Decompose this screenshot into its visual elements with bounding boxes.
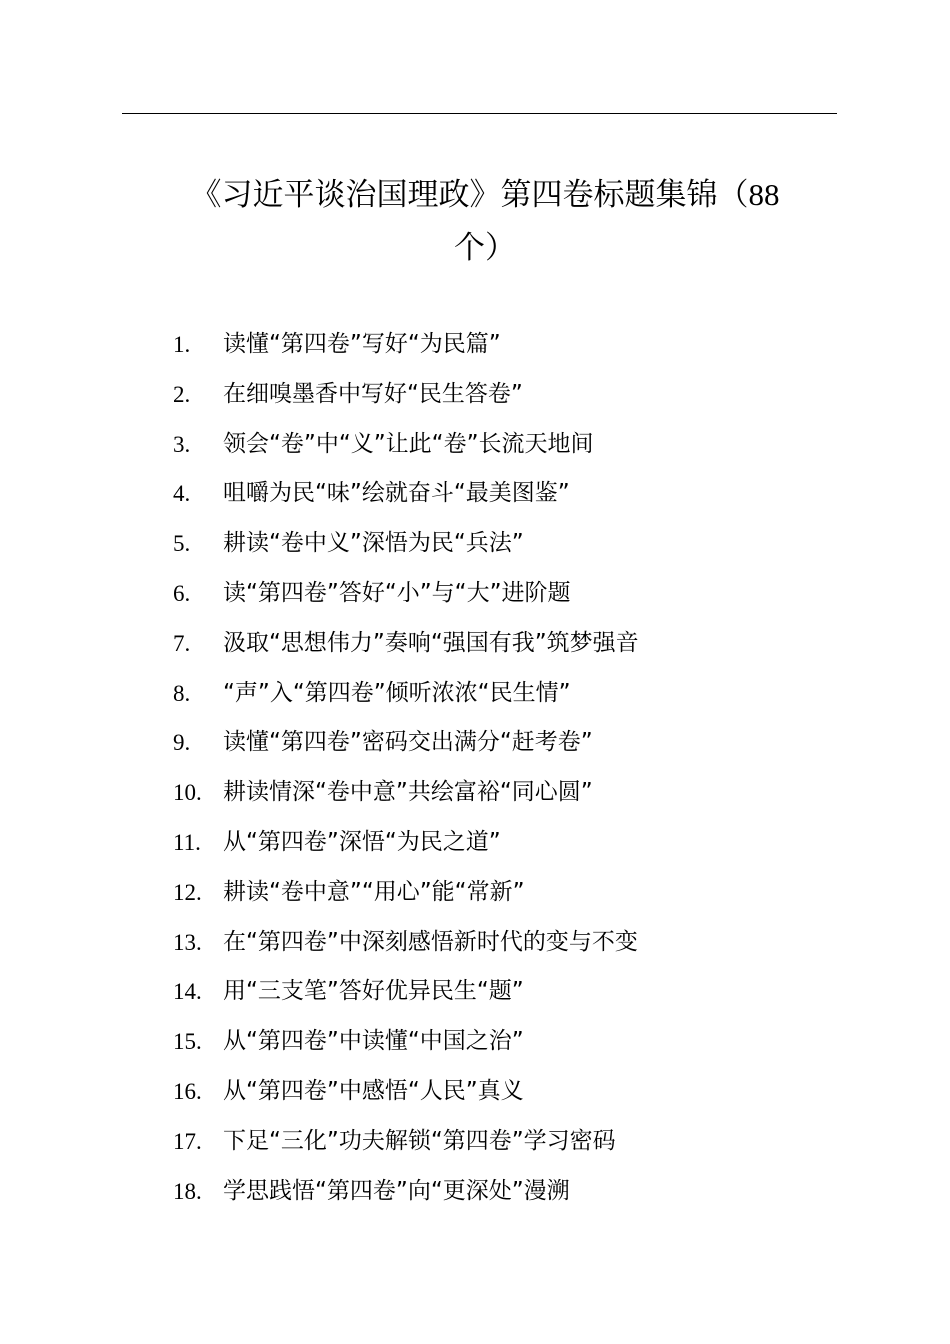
list-item (0, 569, 950, 619)
list-item-number: 2. (173, 381, 191, 407)
list-item-text: 读懂“第四卷”密码交出满分“赶考卷” (223, 729, 593, 756)
list-item-text: 读懂“第四卷”写好“为民篇” (223, 331, 501, 357)
list-item-text: 在“第四卷”中深刻感悟新时代的变与不变 (223, 928, 638, 955)
list-item-text: 从“第四卷”中读懂“中国之治” (223, 1028, 524, 1055)
list-item-number: 11. (173, 829, 201, 855)
list-item-number: 3. (173, 431, 191, 457)
list-item (0, 1167, 950, 1217)
list-item-text: 领会“卷”中“义”让此“卷”长流天地间 (223, 430, 594, 457)
list-item-number: 13. (173, 929, 202, 955)
list-item-number: 18. (173, 1178, 202, 1204)
list-item-text: 咀嚼为民“味”绘就奋斗“最美图鉴” (223, 480, 570, 507)
list-item (0, 818, 950, 868)
list-item-number: 15. (173, 1029, 202, 1055)
list-item (0, 469, 950, 519)
list-item-text: 从“第四卷”中感悟“人民”真义 (223, 1077, 524, 1104)
list-item-text: 下足“三化”功夫解锁“第四卷”学习密码 (223, 1127, 616, 1154)
list-item-text: 在细嗅墨香中写好“民生答卷” (223, 380, 523, 407)
list-item-text: 学思践悟“第四卷”向“更深处”漫溯 (223, 1177, 570, 1204)
list-item-text: 耕读“卷中义”深悟为民“兵法” (223, 530, 524, 557)
list-item (0, 370, 950, 420)
list-item (0, 1067, 950, 1117)
list-item (0, 669, 950, 719)
list-item-text: “声”入“第四卷”倾听浓浓“民生情” (223, 679, 571, 706)
header-rule (122, 113, 837, 114)
list-item-text: 用“三支笔”答好优异民生“题” (223, 978, 524, 1005)
list-item (0, 619, 950, 669)
list-item-number: 1. (173, 332, 191, 357)
document-title (140, 168, 830, 275)
list-item (0, 320, 950, 370)
list-item-number: 14. (173, 979, 202, 1005)
list-item (0, 868, 950, 918)
list-item (0, 918, 950, 968)
list-item (0, 420, 950, 470)
list-item-number: 10. (173, 780, 202, 806)
list-item (0, 967, 950, 1017)
list-item-number: 7. (173, 630, 191, 656)
list-item-text: 从“第四卷”深悟“为民之道” (223, 828, 501, 855)
list-item-number: 9. (173, 730, 191, 756)
list-item-number: 4. (173, 481, 191, 507)
title-main: 《习近平谈治国理政》第四卷标题集锦（ (190, 177, 749, 213)
list-item (0, 1017, 950, 1067)
list-item-number: 6. (173, 580, 191, 606)
list-item-text: 耕读情深“卷中意”共绘富裕“同心圆” (223, 779, 593, 806)
title-count: 88 (748, 177, 780, 212)
list-item-number: 12. (173, 879, 202, 905)
list-item-text: 读“第四卷”答好“小”与“大”进阶题 (223, 579, 571, 606)
list-item (0, 1117, 950, 1167)
list-item-number: 8. (173, 680, 191, 706)
title-end: 个） (454, 230, 516, 266)
list-item-text: 汲取“思想伟力”奏响“强国有我”筑梦强音 (223, 629, 639, 656)
list-item (0, 718, 950, 768)
list-item-number: 5. (173, 531, 191, 557)
list-item (0, 768, 950, 818)
list-item-number: 17. (173, 1128, 202, 1154)
list-item-text: 耕读“卷中意”“用心”能“常新” (223, 878, 525, 905)
list-item-number: 16. (173, 1078, 202, 1104)
list-item (0, 519, 950, 569)
title-list (0, 320, 950, 1216)
